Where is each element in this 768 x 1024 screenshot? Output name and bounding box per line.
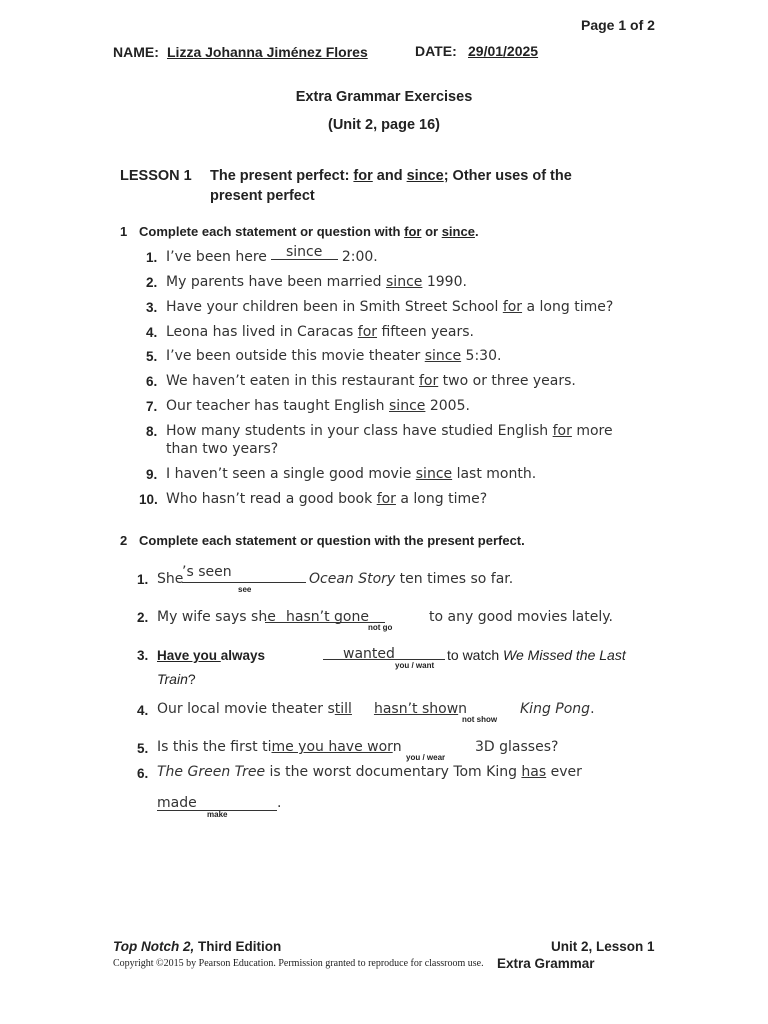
ex2-item-3-post: to watch We Missed the Last: [447, 647, 626, 663]
date-value: 29/01/2025: [468, 43, 539, 59]
answer-text: since: [415, 466, 453, 482]
name-value: Lizza Johanna Jiménez Flores: [167, 44, 368, 60]
verb-hint: not go: [368, 623, 393, 632]
verb-hint: see: [238, 585, 252, 594]
ex1-item-2: My parents have been married since 1990.: [166, 274, 467, 290]
ex2-item-5-post: 3D glasses?: [475, 739, 559, 755]
ex2-item-6: The Green Tree is the worst documentary Tom King has ever: [157, 764, 582, 780]
answer-text: for: [418, 373, 439, 389]
ex1-item-9: I haven’t seen a single good movie since last month.: [166, 466, 537, 482]
item-number: 3.: [146, 300, 158, 315]
ex2-item-6-end: .: [277, 795, 282, 811]
item-number: 5.: [146, 349, 158, 364]
footer-extra-grammar: Extra Grammar: [497, 956, 595, 971]
item-number: 7.: [146, 399, 158, 414]
item-number: 1.: [146, 250, 158, 265]
item-number: 5.: [137, 741, 149, 756]
ex1-item-6: We haven’t eaten in this restaurant for two or three years.: [166, 373, 576, 389]
verb-hint: make: [207, 810, 228, 819]
footer-unit: Unit 2, Lesson 1: [551, 939, 655, 954]
ex1-item-8-line2: than two years?: [166, 441, 279, 457]
exercise-1-instruction: Complete each statement or question with for or since.: [139, 224, 479, 239]
ex2-item-3-pre: Have you always: [157, 648, 266, 663]
answer-text: me you have wor: [271, 739, 393, 755]
ex1-item-8: How many students in your class have studied English for more: [166, 423, 613, 439]
item-number: 1.: [137, 572, 149, 587]
exercise-1-number: 1: [120, 224, 128, 239]
item-number: 4.: [146, 325, 158, 340]
item-number: 2.: [137, 610, 149, 625]
doc-subtitle: (Unit 2, page 16): [328, 117, 440, 133]
answer-text: hasn’t gone: [286, 609, 369, 625]
date-label: DATE:: [415, 43, 457, 59]
ex2-item-5-pre: Is this the first time you have worn: [157, 739, 402, 755]
verb-hint: you / wear: [406, 753, 446, 762]
ex1-item-10: Who hasn’t read a good book for a long time?: [166, 491, 488, 507]
ex2-item-2-pre: My wife says she: [157, 609, 276, 625]
item-number: 6.: [137, 766, 149, 781]
ex2-item-1-pre: She: [157, 571, 184, 587]
name-label: NAME:: [113, 44, 159, 60]
footer-copyright: Copyright ©2015 by Pearson Education. Permission granted to reproduce for classroom use.: [113, 958, 484, 969]
ex1-item-1: I’ve been here 2:00.: [166, 249, 378, 265]
answer-text: since: [386, 274, 423, 290]
ex1-item-7: Our teacher has taught English since 2005.: [166, 398, 470, 414]
item-number: 8.: [146, 424, 158, 439]
ex2-item-4-pre: Our local movie theater still hasn’t shown: [157, 701, 468, 717]
answer-text: since: [389, 398, 426, 414]
footer-book-title: Top Notch 2, Third Edition: [113, 939, 282, 954]
item-number: 10.: [139, 492, 158, 507]
answer-text: hasn’t show: [373, 701, 459, 717]
lesson-title-line2: present perfect: [210, 188, 315, 204]
ex2-item-2-post: to any good movies lately.: [429, 609, 613, 625]
answer-text: since: [286, 244, 323, 260]
item-number: 4.: [137, 703, 149, 718]
ex2-item-4-post: King Pong.: [520, 701, 595, 717]
ex1-item-3: Have your children been in Smith Street School for a long time?: [166, 299, 614, 315]
exercise-2-instruction: Complete each statement or question with the present perfect.: [139, 533, 525, 548]
answer-text: ’s seen: [182, 564, 232, 580]
lesson-title: The present perfect: for and since; Other uses of the: [210, 168, 572, 184]
item-number: 2.: [146, 275, 158, 290]
verb-hint: not show: [462, 715, 498, 724]
page-number: Page 1 of 2: [581, 17, 655, 33]
answer-text: for: [376, 491, 396, 507]
ex1-item-5: I’ve been outside this movie theater since 5:30.: [166, 348, 502, 364]
item-number: 3.: [137, 648, 149, 663]
answer-text: since: [424, 348, 462, 364]
ex1-item-4: Leona has lived in Caracas for fifteen years.: [166, 324, 474, 340]
exercise-2-number: 2: [120, 533, 128, 548]
answer-text: wanted: [343, 646, 395, 662]
item-number: 6.: [146, 374, 158, 389]
verb-hint: you / want: [395, 661, 435, 670]
ex2-item-3-line2: Train?: [157, 671, 196, 687]
answer-text: made: [157, 795, 197, 811]
answer-text: for: [502, 299, 523, 315]
answer-text: for: [357, 324, 378, 340]
ex2-item-1-post: Ocean Story ten times so far.: [309, 571, 514, 587]
answer-text: for: [552, 423, 572, 439]
item-number: 9.: [146, 467, 158, 482]
doc-title: Extra Grammar Exercises: [295, 89, 473, 105]
lesson-label: LESSON 1: [120, 168, 192, 184]
